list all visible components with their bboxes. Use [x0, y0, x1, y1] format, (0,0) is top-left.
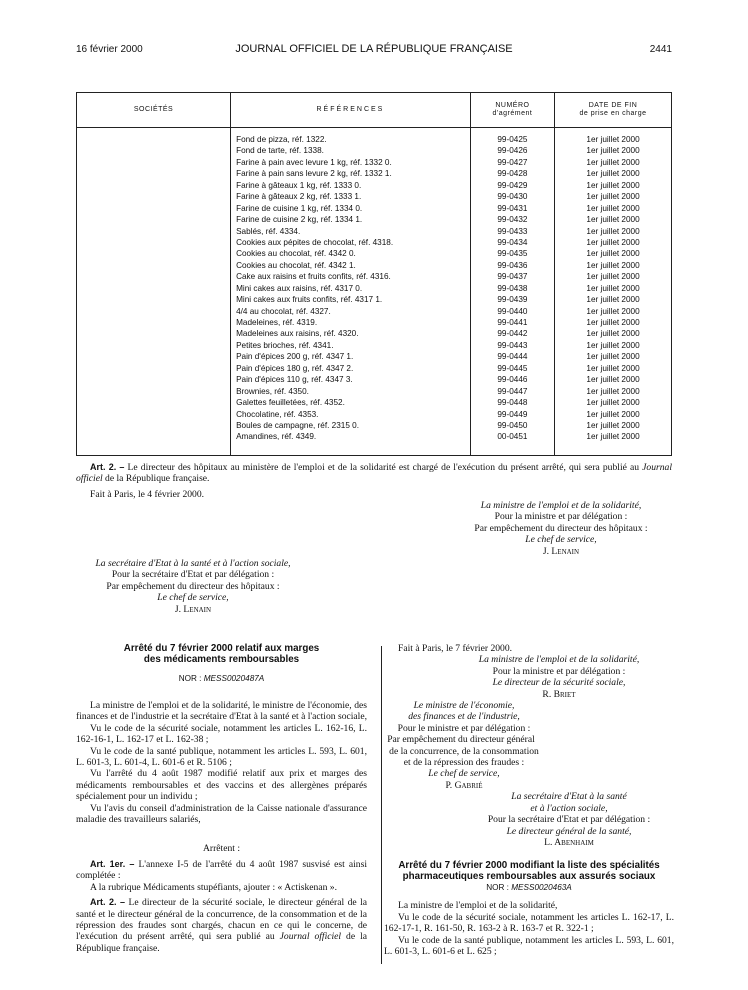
sig-eco-minister-1: Le ministre de l'économie, — [413, 700, 515, 712]
end-date: 1er juillet 2000 — [586, 260, 640, 270]
sig-left-name: J. Lenain — [174, 603, 212, 615]
product-reference: Pain d'épices 200 g, réf. 4347 1. — [236, 352, 354, 362]
arrete-marges-p3: Vu le code de la santé publique, notamment les articles L. 593, L. 601, L. 601-3, L. 601-4, L. 601-6 et R. 5106 ; — [76, 745, 367, 769]
sig-emploi-minister: La ministre de l'emploi et de la solidarité, — [478, 654, 640, 666]
journal-title: JOURNAL OFFICIEL DE LA RÉPUBLIQUE FRANÇAISE — [235, 43, 513, 55]
end-date: 1er juillet 2000 — [586, 363, 640, 373]
sig-left-chef: Le chef de service, — [157, 592, 229, 604]
approval-number: 99-0433 — [497, 226, 528, 236]
sig-block-emploi — [444, 654, 674, 700]
sig-sante-secretary-2: et à l'action sociale, — [530, 802, 608, 814]
article-2-top-journal: Journal officiel — [76, 462, 672, 485]
sig-left-secretary: La secrétaire d'Etat à la santé et à l'action sociale, — [95, 558, 291, 569]
fait-top: Fait à Paris, le 4 février 2000. — [90, 489, 205, 500]
approval-number: 99-0450 — [497, 420, 528, 430]
arrete-liste-p1: La ministre de l'emploi et de la solidarité, — [398, 900, 558, 912]
col-header-references: RÉFÉRENCES — [231, 93, 471, 128]
arrete-marges-art2-tail: de la République française. — [76, 931, 367, 954]
approval-number: 99-0437 — [497, 272, 528, 282]
arrete-marges-art2-journal: Journal officiel — [279, 931, 342, 943]
arrete-marges-art2 — [76, 897, 367, 954]
date-list — [555, 134, 671, 443]
product-reference: Boules de campagne, réf. 2315 0. — [236, 420, 359, 430]
sig-emploi-delegation: Pour la ministre et par délégation : — [492, 665, 626, 677]
approval-number: 99-0443 — [497, 340, 528, 350]
end-date: 1er juillet 2000 — [586, 226, 640, 236]
arrete-liste-p3: Vu le code de la santé publique, notamment les articles L. 593, L. 601, L. 601-3, L. 601-6 et L. 625 ; — [384, 934, 674, 957]
end-date: 1er juillet 2000 — [586, 409, 640, 419]
arrete-liste-title-line1: Arrêté du 7 février 2000 modifiant la liste des spécialités — [398, 860, 660, 872]
approvals-table — [76, 92, 672, 456]
product-reference: Cake aux raisins et fruits confits, réf. 4316. — [236, 272, 391, 282]
approval-number: 99-0425 — [497, 135, 528, 144]
sig-emploi-directeur: Le directeur de la sécurité sociale, — [492, 677, 626, 689]
product-reference: Amandines, réf. 4349. — [236, 432, 317, 442]
references-cell — [231, 128, 471, 456]
end-date: 1er juillet 2000 — [586, 237, 640, 247]
arrete-marges-nor-code: MESS0020487A — [203, 674, 265, 683]
product-reference: Mini cakes aux fruits confits, réf. 4317 1. — [236, 295, 383, 305]
sig-eco-concurrence: de la concurrence, de la consommation — [389, 745, 539, 757]
arrete-marges-title-line2: des médicaments remboursables — [143, 654, 300, 665]
end-date: 1er juillet 2000 — [586, 272, 640, 282]
number-list — [471, 134, 554, 443]
end-date: 1er juillet 2000 — [586, 215, 640, 225]
end-date: 1er juillet 2000 — [586, 340, 640, 350]
product-reference: Farine à pain sans levure 2 kg, réf. 1332 1. — [236, 169, 392, 179]
approval-number: 99-0439 — [497, 295, 528, 305]
arrete-marges-p2: Vu le code de la sécurité sociale, notamment les articles L. 162-16, L. 162-16-1, L. 162-17 et L. 162-38 ; — [76, 722, 367, 746]
sig-block-sante — [464, 791, 674, 848]
right-column — [384, 643, 674, 957]
sig-right-delegation: Pour la ministre et par délégation : — [494, 511, 628, 523]
product-reference: Farine de cuisine 1 kg, réf. 1334 0. — [236, 203, 363, 213]
product-reference: Galettes feuilletées, réf. 4352. — [236, 398, 345, 408]
approval-number: 99-0449 — [497, 409, 528, 419]
end-date: 1er juillet 2000 — [586, 146, 640, 156]
approval-number: 99-0436 — [497, 260, 528, 270]
end-date: 1er juillet 2000 — [586, 192, 640, 202]
product-reference: Farine à gâteaux 1 kg, réf. 1333 0. — [236, 180, 362, 190]
product-reference: Brownies, réf. 4350. — [236, 386, 309, 396]
sig-sante-name: L. Abenhaim — [544, 836, 594, 848]
product-reference: Farine à pain avec levure 1 kg, réf. 1332 0. — [236, 157, 392, 167]
col-header-numero — [470, 93, 554, 128]
product-reference: 4/4 au chocolat, réf. 4327. — [236, 306, 331, 316]
end-date: 1er juillet 2000 — [586, 432, 640, 442]
col-header-date-line2: de prise en charge — [579, 110, 647, 117]
product-reference: Madeleines aux raisins, réf. 4320. — [236, 329, 359, 339]
approval-number: 99-0442 — [497, 329, 528, 339]
col-header-date — [555, 93, 672, 128]
arrete-marges — [76, 643, 367, 954]
sig-sante-delegation: Pour la secrétaire d'Etat et par délégation : — [487, 814, 651, 826]
approval-number: 99-0434 — [497, 237, 528, 247]
end-date: 1er juillet 2000 — [586, 386, 640, 396]
arrete-marges-art2-label: Art. 2. – — [90, 897, 126, 908]
approval-number: 99-0435 — [497, 249, 528, 259]
end-date: 1er juillet 2000 — [586, 169, 640, 179]
product-reference: Mini cakes aux raisins, réf. 4317 0. — [236, 283, 363, 293]
arrete-marges-art1-text: L'annexe I-5 de l'arrêté du 4 août 1987 susvisé est ainsi complétée : — [76, 858, 367, 882]
end-date: 1er juillet 2000 — [586, 352, 640, 362]
table-row — [77, 128, 672, 456]
sig-eco-chef: Le chef de service, — [428, 768, 500, 780]
end-date: 1er juillet 2000 — [586, 375, 640, 385]
end-date: 1er juillet 2000 — [586, 135, 640, 144]
arrete-liste-nor — [384, 883, 674, 892]
arrete-marges-art1-label: Art. 1er. – — [90, 858, 135, 869]
approval-number: 00-0451 — [497, 432, 528, 442]
end-date: 1er juillet 2000 — [586, 318, 640, 327]
sig-sante-directeur: Le directeur général de la santé, — [506, 825, 632, 837]
approval-number: 99-0427 — [497, 157, 528, 167]
arrete-marges-arretent: Arrêtent : — [202, 843, 241, 855]
arrete-liste-nor-label: NOR : — [486, 883, 512, 893]
arrete-liste-nor-code: MESS0020463A — [511, 883, 572, 893]
sig-left-empechement: Par empêchement du directeur des hôpitaux : — [106, 580, 280, 592]
article-2-top-label: Art. 2. – — [90, 462, 125, 472]
col-header-societes: SOCIÉTÉS — [77, 93, 231, 128]
arrete-marges-p4: Vu l'arrêté du 4 août 1987 modifié relatif aux prix et marges des médicaments remboursables et des vaccins et des allergènes préparés spécialement pour un individu ; — [76, 768, 367, 803]
approval-number: 99-0441 — [497, 318, 528, 327]
approval-number: 99-0429 — [497, 180, 528, 190]
page-number: 2441 — [649, 44, 672, 55]
article-2-top — [76, 462, 672, 485]
header-date: 16 février 2000 — [76, 44, 143, 55]
product-reference: Fond de pizza, réf. 1322. — [236, 135, 327, 144]
arrete-liste-p2: Vu le code de la sécurité sociale, notamment les articles L. 162-17, L. 162-17-1, R. 161-50, R. 163-2 à R. 163-7 et R. 322-1 ; — [384, 911, 674, 935]
product-reference: Farine à gâteaux 2 kg, réf. 1333 1. — [236, 192, 362, 202]
approval-number: 99-0448 — [497, 398, 528, 408]
sig-eco-empechement: Par empêchement du directeur général — [387, 734, 535, 746]
arrete-liste-title-line2: pharmaceutiques remboursables aux assurés sociaux — [402, 871, 656, 883]
product-reference: Sablés, réf. 4334. — [236, 226, 301, 236]
col-header-numero-line1: NUMÉRO — [495, 102, 530, 109]
product-reference: Petites brioches, réf. 4341. — [236, 340, 334, 350]
end-date: 1er juillet 2000 — [586, 295, 640, 305]
sig-sante-secretary-1: La secrétaire d'Etat à la santé — [511, 791, 627, 803]
sig-right-name: J. Lenain — [542, 545, 580, 557]
product-reference: Cookies aux pépites de chocolat, réf. 4318. — [236, 237, 394, 247]
product-reference: Madeleines, réf. 4319. — [236, 318, 318, 327]
end-date: 1er juillet 2000 — [586, 420, 640, 430]
sig-right-empechement: Par empêchement du directeur des hôpitaux : — [474, 522, 648, 534]
article-2-top-text-a: Le directeur des hôpitaux au ministère de l'emploi et de la solidarité est chargé de l'exécution du présent arrêté, qui sera publié au — [124, 462, 643, 473]
sig-eco-delegation: Pour le ministre et par délégation : — [397, 722, 531, 734]
approval-number: 99-0432 — [497, 215, 528, 225]
column-divider — [381, 646, 382, 964]
article-2-top-text-b: de la République française. — [102, 473, 210, 485]
approval-number: 99-0430 — [497, 192, 528, 202]
product-reference: Farine de cuisine 2 kg, réf. 1334 1. — [236, 215, 363, 225]
product-reference: Pain d'épices 110 g, réf. 4347 3. — [236, 375, 353, 385]
approval-number: 99-0426 — [497, 146, 528, 156]
sig-eco-name: P. Gabrié — [445, 779, 483, 791]
table-header-row — [77, 93, 672, 128]
approval-number: 99-0431 — [497, 203, 528, 213]
product-reference: Pain d'épices 180 g, réf. 4347 2. — [236, 363, 354, 373]
product-reference: Chocolatine, réf. 4353. — [236, 409, 319, 419]
approval-number: 99-0447 — [497, 386, 528, 396]
arrete-marges-nor — [76, 674, 367, 683]
arrete-marges-art2-text: Le directeur de la sécurité sociale, le directeur général de la santé et le directeur général de la concurrence, de la consommation et de la répression des fraudes sont chargés, chacun en ce qui le concerne, de l'exécution du présent arrêté, qui sera publié au — [76, 897, 367, 943]
numero-cell — [470, 128, 554, 456]
arrete-marges-art1 — [76, 859, 367, 882]
end-date: 1er juillet 2000 — [586, 398, 640, 408]
end-date: 1er juillet 2000 — [586, 329, 640, 339]
arrete-marges-title-line1: Arrêté du 7 février 2000 relatif aux marges — [123, 643, 320, 654]
sig-right-chef: Le chef de service, — [525, 534, 597, 546]
end-date: 1er juillet 2000 — [586, 249, 640, 259]
societes-cell — [77, 128, 231, 456]
arrete-marges-nor-label: NOR : — [178, 674, 204, 683]
signature-left-block — [58, 558, 328, 615]
approval-number: 99-0446 — [497, 375, 528, 385]
date-cell — [555, 128, 672, 456]
fait-right: Fait à Paris, le 7 février 2000. — [398, 643, 513, 654]
approval-number: 99-0445 — [497, 363, 528, 373]
approval-number: 99-0428 — [497, 169, 528, 179]
end-date: 1er juillet 2000 — [586, 283, 640, 293]
arrete-marges-art1-sub: A la rubrique Médicaments stupéfiants, ajouter : « Actiskenan ». — [90, 881, 337, 893]
sig-block-economie — [384, 700, 544, 791]
end-date: 1er juillet 2000 — [586, 203, 640, 213]
sig-emploi-name: R. Briet — [542, 688, 576, 700]
arrete-marges-p5: Vu l'avis du conseil d'administration de la Caisse nationale d'assurance maladie des travailleurs salariés, — [76, 802, 367, 826]
sig-right-minister: La ministre de l'emploi et de la solidarité, — [480, 500, 642, 511]
signature-right-block — [430, 500, 692, 557]
approval-number: 99-0444 — [497, 352, 528, 362]
col-header-numero-line2: d'agrément — [492, 110, 533, 117]
approval-number: 99-0438 — [497, 283, 528, 293]
end-date: 1er juillet 2000 — [586, 306, 640, 316]
col-header-date-line1: DATE DE FIN — [588, 102, 638, 109]
product-reference: Fond de tarte, réf. 1338. — [236, 146, 324, 156]
sig-eco-minister-2: des finances et de l'industrie, — [408, 711, 520, 723]
end-date: 1er juillet 2000 — [586, 180, 640, 190]
product-reference: Cookies au chocolat, réf. 4342 1. — [236, 260, 356, 270]
sig-left-delegation: Pour la secrétaire d'Etat et par délégation : — [111, 569, 275, 581]
product-reference: Cookies au chocolat, réf. 4342 0. — [236, 249, 356, 259]
arrete-marges-p1: La ministre de l'emploi et de la solidarité, le ministre de l'économie, des finances et de l'industrie et la secrétaire d'Etat à la santé et à l'action sociale, — [76, 700, 367, 723]
sig-eco-fraudes: et de la répression des fraudes : — [403, 757, 525, 769]
approval-number: 99-0440 — [497, 306, 528, 316]
end-date: 1er juillet 2000 — [586, 157, 640, 167]
product-list — [231, 134, 470, 443]
